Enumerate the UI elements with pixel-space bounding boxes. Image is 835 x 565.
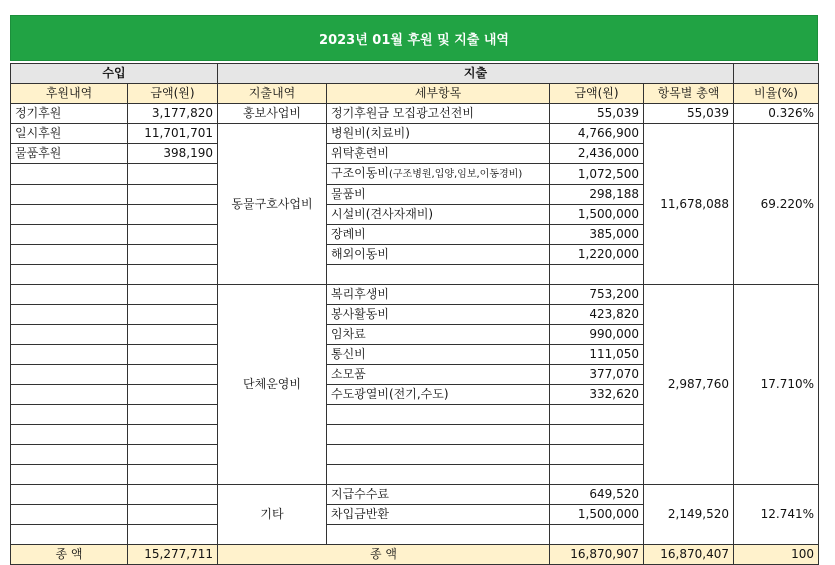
empty-cell (128, 205, 218, 225)
detail-cell (327, 385, 550, 405)
empty-cell (11, 405, 128, 425)
ratio-total: 100 (734, 545, 819, 565)
expense-category-cell: 동물구호사업비 (218, 124, 327, 285)
detail-cell (327, 124, 550, 144)
empty-cell (327, 405, 550, 425)
empty-cell (128, 245, 218, 265)
empty-cell (11, 445, 128, 465)
empty-cell (11, 365, 128, 385)
income-total-label: 종 액 (11, 545, 128, 565)
detail-label: 지급수수료 (331, 487, 389, 501)
empty-cell (128, 285, 218, 305)
empty-cell (128, 465, 218, 485)
empty-cell (11, 425, 128, 445)
empty-cell (550, 425, 644, 445)
detail-label: 수도광열비(전기,수도) (331, 387, 449, 401)
section-blank-cell (734, 64, 819, 84)
empty-cell (128, 225, 218, 245)
empty-cell (11, 265, 128, 285)
detail-cell (327, 325, 550, 345)
empty-cell (11, 285, 128, 305)
empty-cell (128, 265, 218, 285)
amount-cell: 753,200 (550, 285, 644, 305)
category-total-cell: 11,678,088 (644, 124, 734, 285)
expense-category-cell: 단체운영비 (218, 285, 327, 485)
income-amount-cell: 11,701,701 (128, 124, 218, 144)
income-type-cell: 정기후원 (11, 104, 128, 124)
income-total-amount: 15,277,711 (128, 545, 218, 565)
empty-cell (128, 305, 218, 325)
detail-label: 복리후생비 (331, 287, 389, 301)
ratio-cell: 17.710% (734, 285, 819, 485)
empty-cell (11, 185, 128, 205)
income-type-cell: 물품후원 (11, 144, 128, 164)
amount-cell: 1,220,000 (550, 245, 644, 265)
detail-label: 구조이동비 (331, 166, 389, 180)
category-total-cell: 2,149,520 (644, 485, 734, 545)
empty-cell (11, 465, 128, 485)
detail-cell (327, 225, 550, 245)
empty-cell (128, 365, 218, 385)
empty-cell (128, 425, 218, 445)
empty-cell (327, 265, 550, 285)
column-header-row (11, 84, 819, 104)
empty-cell (128, 505, 218, 525)
empty-cell (11, 525, 128, 545)
empty-cell (550, 265, 644, 285)
category-total-cell: 55,039 (644, 104, 734, 124)
detail-cell (327, 305, 550, 325)
amount-header: 금액(원) (550, 84, 644, 104)
empty-cell (128, 185, 218, 205)
amount-cell: 332,620 (550, 385, 644, 405)
empty-cell (11, 225, 128, 245)
detail-cell (327, 285, 550, 305)
detail-cell (327, 485, 550, 505)
empty-cell (11, 385, 128, 405)
empty-cell (550, 465, 644, 485)
empty-cell (327, 525, 550, 545)
detail-cell (327, 185, 550, 205)
detail-label: 위탁훈련비 (331, 146, 389, 160)
empty-cell (11, 164, 128, 185)
detail-note: (구조병원,입양,임보,이동경비) (388, 169, 523, 180)
category-total-cell: 2,987,760 (644, 285, 734, 485)
amount-cell: 1,500,000 (550, 505, 644, 525)
income-amount-header: 금액(원) (128, 84, 218, 104)
detail-label: 시설비(견사자재비) (331, 207, 434, 221)
detail-label: 해외이동비 (331, 247, 389, 261)
report-title: 2023년 01월 후원 및 지출 내역 (10, 15, 818, 61)
amount-cell: 423,820 (550, 305, 644, 325)
expense-category-cell: 홍보사업비 (218, 104, 327, 124)
empty-cell (11, 205, 128, 225)
amount-cell: 298,188 (550, 185, 644, 205)
empty-cell (327, 445, 550, 465)
ratio-cell: 0.326% (734, 104, 819, 124)
empty-cell (550, 405, 644, 425)
category-total-header: 항목별 총액 (644, 84, 734, 104)
amount-cell: 1,500,000 (550, 205, 644, 225)
amount-cell: 990,000 (550, 325, 644, 345)
totals-row (11, 545, 819, 565)
empty-cell (128, 525, 218, 545)
detail-label: 소모품 (331, 367, 366, 381)
detail-cell (327, 365, 550, 385)
detail-cell (327, 144, 550, 164)
detail-label: 물품비 (331, 187, 366, 201)
empty-cell (327, 425, 550, 445)
amount-cell: 385,000 (550, 225, 644, 245)
section-row (11, 64, 819, 84)
detail-cell (327, 104, 550, 124)
amount-cell: 4,766,900 (550, 124, 644, 144)
empty-cell (128, 485, 218, 505)
empty-cell (128, 345, 218, 365)
detail-cell (327, 345, 550, 365)
detail-cell (327, 205, 550, 225)
detail-label: 임차료 (331, 327, 366, 341)
expense-total-amount: 16,870,907 (550, 545, 644, 565)
detail-label: 정기후원금 모집광고선전비 (331, 106, 474, 120)
empty-cell (128, 325, 218, 345)
detail-cell (327, 245, 550, 265)
amount-cell: 55,039 (550, 104, 644, 124)
detail-header: 세부항목 (327, 84, 550, 104)
expense-category-cell: 기타 (218, 485, 327, 545)
table-row (11, 104, 819, 124)
empty-cell (11, 325, 128, 345)
table-row (11, 124, 819, 144)
amount-cell: 377,070 (550, 365, 644, 385)
amount-cell: 649,520 (550, 485, 644, 505)
detail-label: 장례비 (331, 227, 366, 241)
empty-cell (550, 445, 644, 465)
donation-expense-table (10, 63, 819, 565)
detail-label: 통신비 (331, 347, 366, 361)
income-amount-cell: 398,190 (128, 144, 218, 164)
detail-cell (327, 164, 550, 185)
empty-cell (11, 245, 128, 265)
expense-total-label: 종 액 (218, 545, 550, 565)
empty-cell (11, 505, 128, 525)
income-section-header: 수입 (11, 64, 218, 84)
empty-cell (128, 164, 218, 185)
empty-cell (128, 445, 218, 465)
amount-cell: 1,072,500 (550, 164, 644, 185)
ratio-cell: 69.220% (734, 124, 819, 285)
amount-cell: 2,436,000 (550, 144, 644, 164)
table-row (11, 485, 819, 505)
income-type-header: 후원내역 (11, 84, 128, 104)
detail-cell (327, 505, 550, 525)
expense-type-header: 지출내역 (218, 84, 327, 104)
empty-cell (128, 405, 218, 425)
amount-cell: 111,050 (550, 345, 644, 365)
empty-cell (128, 385, 218, 405)
expense-section-header: 지출 (218, 64, 734, 84)
ratio-cell: 12.741% (734, 485, 819, 545)
ratio-header: 비율(%) (734, 84, 819, 104)
detail-label: 봉사활동비 (331, 307, 389, 321)
empty-cell (550, 525, 644, 545)
empty-cell (11, 305, 128, 325)
empty-cell (327, 465, 550, 485)
empty-cell (11, 345, 128, 365)
detail-label: 병원비(치료비) (331, 126, 410, 140)
category-grand-total: 16,870,407 (644, 545, 734, 565)
income-amount-cell: 3,177,820 (128, 104, 218, 124)
income-type-cell: 일시후원 (11, 124, 128, 144)
detail-label: 차입금반환 (331, 507, 389, 521)
table-row (11, 285, 819, 305)
empty-cell (11, 485, 128, 505)
